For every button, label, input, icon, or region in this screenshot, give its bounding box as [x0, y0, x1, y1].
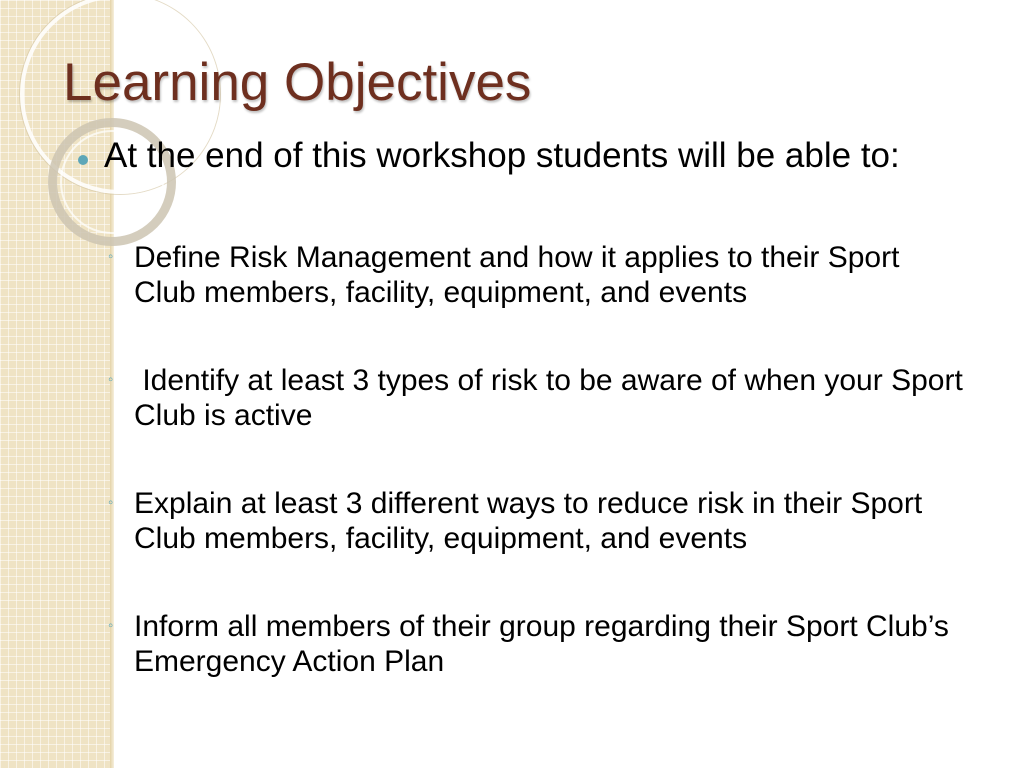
objectives-list	[78, 240, 972, 679]
slide-title: Learning Objectives	[63, 53, 532, 112]
objective-text: Define Risk Management and how it applies to their Sport Club members, facility, equipment, and events	[134, 241, 908, 309]
hollow-bullet-icon: ◦	[108, 371, 114, 388]
objective-text: Inform all members of their group regarding their Sport Club’s Emergency Action Plan	[134, 610, 958, 678]
hollow-bullet-icon: ◦	[108, 494, 114, 511]
intro-text: At the end of this workshop students will be able to:	[104, 136, 900, 175]
slide-body	[78, 136, 972, 732]
objective-text: Explain at least 3 different ways to reduce risk in their Sport Club members, facility, equipment, and events	[134, 487, 931, 555]
objective-item	[78, 609, 968, 679]
round-bullet-icon	[78, 155, 88, 165]
objective-text: Identify at least 3 types of risk to be aware of when your Sport Club is active	[134, 364, 972, 432]
objective-item	[78, 486, 968, 556]
objective-item	[78, 363, 972, 433]
hollow-bullet-icon: ◦	[108, 617, 114, 634]
intro-bullet-item	[78, 138, 968, 174]
hollow-bullet-icon: ◦	[108, 248, 114, 265]
objective-item	[78, 240, 968, 310]
